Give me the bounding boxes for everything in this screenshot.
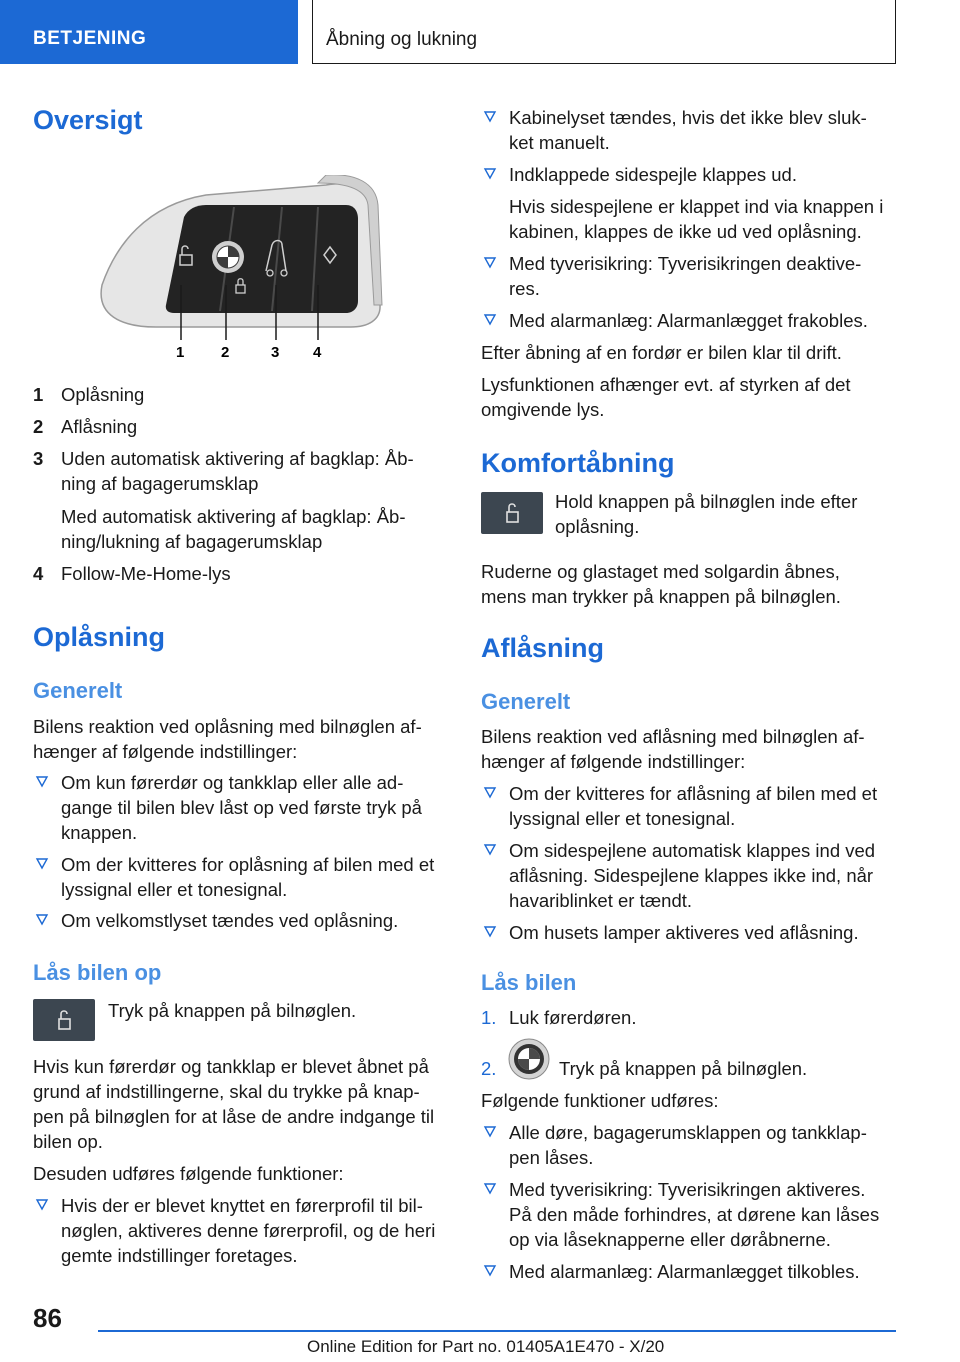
page-number: 86 <box>33 1303 62 1333</box>
triangle-bullet-icon <box>483 1181 497 1195</box>
folgende-text: Følgende funktioner udføres: <box>481 1090 719 1111</box>
legend-note: Med automatisk aktivering af bagklap: Åb- ning/lukning af bagagerumsklap <box>61 506 406 552</box>
list-item: Med tyverisikring: Tyverisikringen deaktive- res. <box>481 251 901 301</box>
section-tab <box>0 0 298 64</box>
triangle-bullet-icon <box>483 1124 497 1138</box>
fig-label-1: 1 <box>176 344 185 361</box>
generelt-text: Bilens reaktion ved oplåsning med bilnøglen af- hænger af følgende indstillinger: <box>33 716 422 762</box>
list-item: Kabinelyset tændes, hvis det ikke blev sluk- ket manuelt. <box>481 105 901 155</box>
heading-aflasning: Aflåsning <box>481 633 605 663</box>
list-item: Om sidespejlene automatisk klappes ind ved aflåsning. Sidespejlene klappes ikke ind, når havariblinket er tændt. <box>481 838 901 913</box>
legend-item: 2 Aflåsning <box>33 416 138 437</box>
efter-text: Efter åbning af en fordør er bilen klar til drift. <box>481 342 842 363</box>
list-item: Med alarmanlæg: Alarmanlægget tilkobles. <box>481 1259 901 1284</box>
list-item: Om der kvitteres for aflåsning af bilen med et lyssignal eller et tonesignal. <box>481 781 901 831</box>
step-item: 1. Luk førerdøren. <box>481 1007 637 1028</box>
generelt-text: Bilens reaktion ved aflåsning med bilnøglen af- hænger af følgende indstillinger: <box>481 726 865 772</box>
triangle-bullet-icon <box>483 785 497 799</box>
unlock-button-icon <box>33 999 95 1041</box>
komfort-text: Hold knappen på bilnøglen inde efter oplåsning. <box>555 491 858 537</box>
las-op-text: Tryk på knappen på bilnøglen. <box>108 1000 357 1021</box>
triangle-bullet-icon <box>35 912 49 926</box>
fig-label-3: 3 <box>271 344 280 361</box>
triangle-bullet-icon <box>35 856 49 870</box>
triangle-bullet-icon <box>483 166 497 180</box>
heading-oversigt: Oversigt <box>33 105 143 135</box>
chapter-header <box>312 0 896 64</box>
list-item: Hvis der er blevet knyttet en førerprofil til bil- nøglen, aktiveres denne førerprofil, og de heri gemte indstillinger foretages. <box>33 1193 453 1268</box>
footer-divider <box>98 1330 896 1332</box>
chapter-title: Åbning og lukning <box>326 29 478 50</box>
triangle-bullet-icon <box>483 842 497 856</box>
heading-generelt: Generelt <box>481 689 571 714</box>
list-item: Om husets lamper aktiveres ved aflåsning. <box>481 920 901 945</box>
list-item: Om kun førerdør og tankklap eller alle ad- gange til bilen blev låst op ved første tryk på knappen. <box>33 770 453 845</box>
desuden-text: Desuden udføres følgende funktioner: <box>33 1163 344 1184</box>
triangle-bullet-icon <box>35 774 49 788</box>
triangle-bullet-icon <box>483 1263 497 1277</box>
list-item: Alle døre, bagagerumsklappen og tankklap- pen låses. <box>481 1120 901 1170</box>
triangle-bullet-icon <box>483 109 497 123</box>
ruderne-text: Ruderne og glastaget med solgardin åbnes, mens man trykker på knappen på bilnøglen. <box>481 561 841 607</box>
legend-item: 1 Oplåsning <box>33 384 145 405</box>
lys-text: Lysfunktionen afhænger evt. af styrken af det omgivende lys. <box>481 374 851 420</box>
bmw-logo-icon <box>508 1038 550 1080</box>
triangle-bullet-icon <box>483 312 497 326</box>
edition-footer: Online Edition for Part no. 01405A1E470 - X/20 <box>307 1337 665 1356</box>
hvis-text: Hvis kun førerdør og tankklap er blevet åbnet på grund af indstillingerne, skal du trykke på knap- pen på bilnøglen for at låse de andre indgange til bilen op. <box>33 1056 435 1152</box>
heading-las-bilen: Lås bilen <box>481 970 577 995</box>
list-item: Om velkomstlyset tændes ved oplåsning. <box>33 908 453 933</box>
key-fob-illustration <box>96 175 396 365</box>
legend-item: 3 Uden automatisk aktivering af bagklap: Åb- ning af bagagerumsklap <box>33 448 414 494</box>
heading-komfortabning: Komfortåbning <box>481 448 675 478</box>
step-item: 2. Tryk på knappen på bilnøglen. <box>481 1056 901 1081</box>
section-title: BETJENING <box>33 28 147 49</box>
unlock-button-icon <box>481 492 543 534</box>
heading-las-op: Lås bilen op <box>33 960 162 985</box>
fig-label-4: 4 <box>313 344 322 361</box>
list-item: Med alarmanlæg: Alarmanlægget frakobles. <box>481 308 901 333</box>
fig-label-2: 2 <box>221 344 230 361</box>
list-item: Med tyverisikring: Tyverisikringen aktiveres. På den måde forhindres, at dørene kan låses op via låseknapperne eller døråbnerne. <box>481 1177 901 1252</box>
triangle-bullet-icon <box>35 1197 49 1211</box>
heading-generelt: Generelt <box>33 678 123 703</box>
triangle-bullet-icon <box>483 255 497 269</box>
sidespejle-note: Hvis sidespejlene er klappet ind via knappen i kabinen, klappes de ikke ud ved oplåsning. <box>509 196 884 242</box>
heading-oplasning: Oplåsning <box>33 622 166 652</box>
legend-item: 4 Follow-Me-Home-lys <box>33 563 231 584</box>
triangle-bullet-icon <box>483 924 497 938</box>
list-item: Indklappede sidespejle klappes ud. <box>481 162 901 187</box>
list-item: Om der kvitteres for oplåsning af bilen med et lyssignal eller et tonesignal. <box>33 852 453 902</box>
